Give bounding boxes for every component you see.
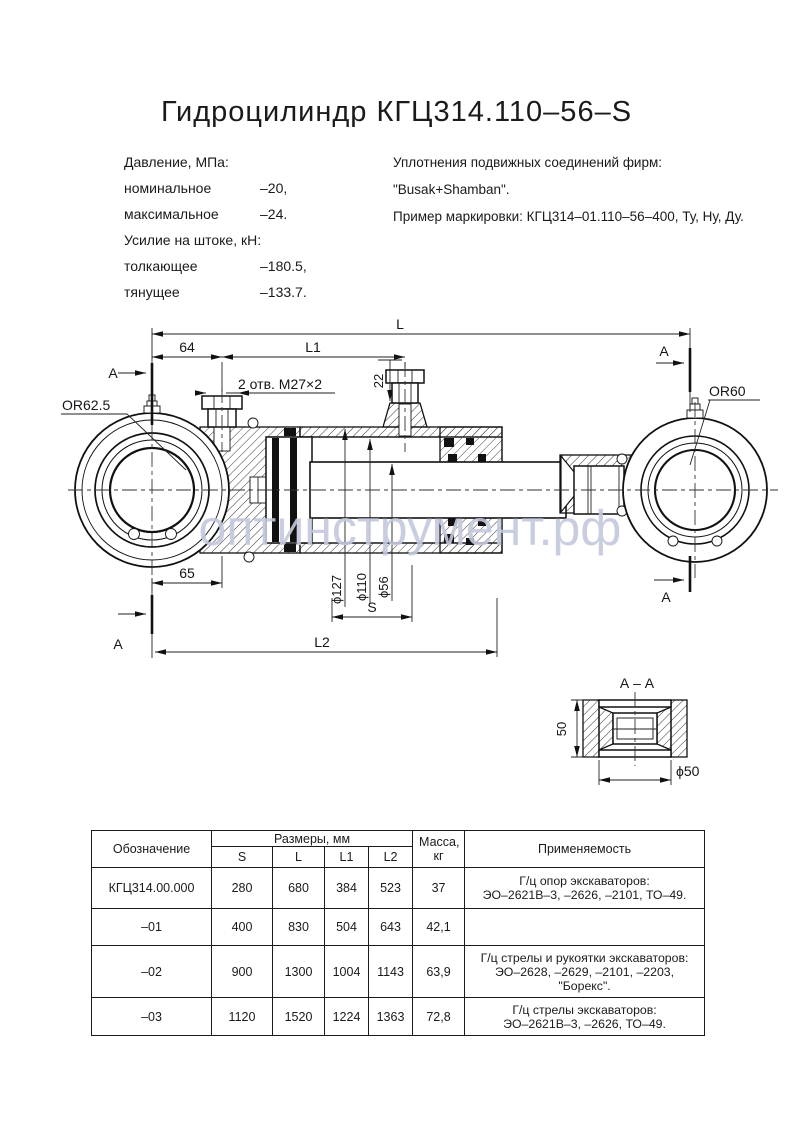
cell-s: 400	[212, 909, 273, 946]
cell-l: 680	[273, 868, 325, 909]
or-left-label: OR62.5	[62, 397, 111, 413]
section-title: А – А	[619, 675, 655, 691]
cell-s: 280	[212, 868, 273, 909]
dim-50-label: 50	[554, 721, 569, 737]
cell-s: 1120	[212, 998, 273, 1036]
cell-l2: 1363	[369, 998, 413, 1036]
col-header-s: S	[212, 847, 273, 868]
cell-l: 830	[273, 909, 325, 946]
spec-value: –133.7.	[260, 284, 307, 300]
cell-designation: –02	[92, 946, 212, 998]
cell-l2: 643	[369, 909, 413, 946]
application-line: Г/ц стрелы и рукоятки экскаваторов:	[480, 950, 689, 965]
cell-application	[465, 909, 705, 946]
cell-l1: 1004	[325, 946, 369, 998]
section-view	[554, 675, 700, 785]
dim-64-label: 64	[179, 339, 195, 355]
spec-label: толкающее	[124, 258, 198, 274]
cell-mass: 37	[413, 868, 465, 909]
dim-S-label: S	[367, 599, 377, 615]
table-row	[92, 868, 705, 909]
spec-value: –180.5,	[260, 258, 307, 274]
col-header-application: Применяемость	[465, 831, 705, 868]
cell-l1: 504	[325, 909, 369, 946]
application-line: Г/ц опор экскаваторов:	[519, 874, 650, 888]
spec-value: –24.	[260, 206, 288, 222]
spec-table	[91, 830, 705, 1036]
mass-line2: кг	[433, 849, 444, 863]
table-row	[92, 946, 705, 998]
dim-phi127-label: ϕ127	[329, 575, 344, 604]
col-header-l: L	[273, 847, 325, 868]
col-header-mass	[413, 831, 465, 868]
application-line: ЭО–2628, –2629, –2101, –2203, "Борекс".	[494, 964, 675, 993]
dim-22-label: 22	[371, 373, 386, 389]
cell-application	[465, 998, 705, 1036]
dim-L2-label: L2	[314, 634, 330, 650]
section-letter: A	[108, 365, 118, 381]
dim-phi110-label: ϕ110	[354, 572, 369, 601]
dim-L1-label: L1	[305, 339, 321, 355]
table-row	[92, 998, 705, 1036]
note-line: "Busak+Shamban".	[393, 182, 510, 197]
cell-designation: КГЦ314.00.000	[92, 868, 212, 909]
cell-designation: –03	[92, 998, 212, 1036]
watermark-text: оптинструмент.рф	[198, 500, 622, 556]
cell-application	[465, 946, 705, 998]
col-header-dimensions: Размеры, мм	[212, 831, 413, 847]
cell-mass: 63,9	[413, 946, 465, 998]
cell-designation: –01	[92, 909, 212, 946]
spec-label: номинальное	[124, 180, 212, 196]
application-line: ЭО–2621В–3, –2626, –2101, ТО–49.	[482, 888, 687, 902]
cell-s: 900	[212, 946, 273, 998]
note-line: Уплотнения подвижных соединений фирм:	[393, 155, 663, 170]
spec-value: –20,	[260, 180, 288, 196]
cell-l2: 523	[369, 868, 413, 909]
section-letter: A	[659, 343, 669, 359]
page-title: Гидроцилиндр КГЦ314.110–56–S	[160, 96, 633, 128]
or-right-label: OR60	[709, 383, 746, 399]
right-eye	[623, 398, 767, 578]
dim-phi50-label: ϕ50	[676, 763, 700, 779]
note-line: Пример маркировки: КГЦ314–01.110–56–400, Ту, Ну, Ду.	[393, 209, 744, 224]
mass-line1: Масса,	[419, 835, 460, 849]
spec-label: максимальное	[124, 206, 219, 222]
dim-phi56-label: ϕ56	[376, 576, 391, 598]
application-line: Г/ц стрелы экскаваторов:	[512, 1002, 657, 1017]
dim-L-label: L	[396, 316, 404, 332]
cell-l: 1520	[273, 998, 325, 1036]
cell-l1: 384	[325, 868, 369, 909]
table-row	[92, 909, 705, 946]
dim-65-label: 65	[179, 565, 195, 581]
spec-label: тянущее	[124, 284, 180, 300]
section-letter: A	[661, 589, 671, 605]
cell-mass: 72,8	[413, 998, 465, 1036]
col-header-designation: Обозначение	[92, 831, 212, 868]
col-header-l1: L1	[325, 847, 369, 868]
section-letter: A	[113, 636, 123, 652]
cell-l: 1300	[273, 946, 325, 998]
cell-mass: 42,1	[413, 909, 465, 946]
col-header-l2: L2	[369, 847, 413, 868]
pressure-header: Давление, МПа:	[124, 154, 229, 170]
cell-application	[465, 868, 705, 909]
cell-l1: 1224	[325, 998, 369, 1036]
application-line: ЭО–2621В–3, –2626, ТО–49.	[503, 1016, 666, 1031]
cell-l2: 1143	[369, 946, 413, 998]
force-header: Усилие на штоке, кН:	[124, 232, 262, 248]
ports-callout: 2 отв. М27×2	[238, 376, 322, 392]
